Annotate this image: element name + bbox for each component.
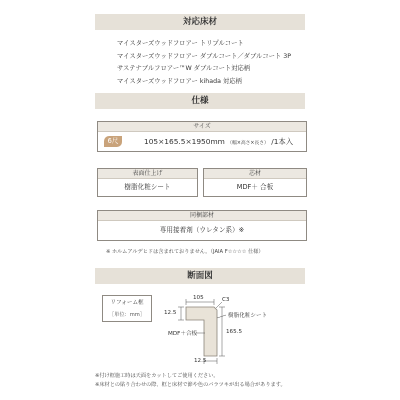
included-value: 専用接着剤（ウレタン系）※ (159, 226, 245, 234)
size-value-sub: （幅×高さ×長さ） (227, 141, 269, 146)
compat-item: マイスターズウッドフロアー ダブルコート／ダブルコート 3P (117, 52, 292, 60)
label-sheet: 樹脂化粧シート (228, 313, 268, 319)
leader-sheet (217, 315, 226, 318)
dim-chamfer: C3 (222, 297, 230, 303)
included-label: 同梱部材 (98, 211, 306, 221)
core-label: 芯材 (204, 169, 306, 179)
core-value: MDF＋ 合板 (236, 183, 274, 191)
unit-label: ［単位：mm］ (108, 312, 146, 318)
dim-left-thickness: 12.5 (164, 310, 177, 316)
cross-section-title: 断面図 (95, 268, 305, 284)
part-name: リフォーム框 (110, 300, 144, 306)
size-label: サイズ (98, 122, 306, 132)
dim-height: 165.5 (226, 329, 243, 335)
dim-bottom-thickness: 12.5 (194, 358, 207, 364)
surface-value: 樹脂化粧シート (124, 183, 171, 191)
note-1: ※付け框施工時は天面をカットしてご使用ください。 (95, 373, 219, 379)
size-badge: 6尺 (104, 136, 122, 147)
compat-item: マイスターズウッドフロアー kihada 対応柄 (117, 77, 242, 85)
dim-top-width: 105 (193, 295, 204, 301)
label-core: MDF＋合板 (168, 331, 198, 337)
compat-item: マイスターズウッドフロアー トリプルコート (117, 40, 244, 47)
size-value: 105×165.5×1950mm (144, 137, 225, 146)
spec-section-title: 仕様 (95, 93, 305, 109)
spec-footnote: ※ ホルムアルデヒドは含まれておりません。（JAIA F☆☆☆☆ 仕様） (106, 249, 264, 255)
surface-label: 表面仕上げ (98, 169, 197, 179)
compat-item: サステナブルフロアー™W ダブルコート対応柄 (117, 65, 251, 72)
size-qty: /1本入 (271, 137, 294, 146)
compat-section-title: 対応床材 (95, 14, 305, 30)
note-2: ※床材との貼り合わせの際、框と床材で節や色のバラツキが出る場合があります。 (95, 382, 286, 388)
